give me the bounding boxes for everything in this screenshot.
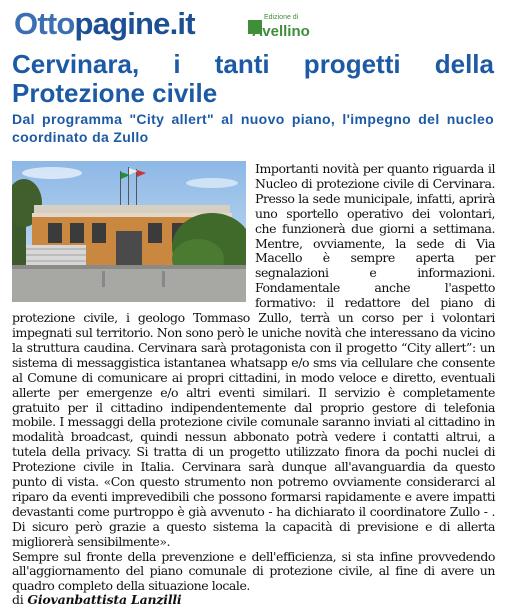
brand-logo bbox=[14, 6, 195, 42]
byline bbox=[12, 592, 181, 607]
article-paragraph: Sempre sul fronte della prevenzione e dell'efficienza, si sta infine provvedendo all'aggiornamento del piano comunale di protezione civile, al fine di avere un quadro completo della situazione locale. bbox=[12, 548, 495, 594]
edition-label: Edizione di bbox=[264, 14, 299, 21]
article-title: Cervinara, i tanti progetti della Protezione civile bbox=[12, 49, 494, 108]
article-paragraph: Importanti novità per quanto riguarda il Nucleo di protezione civile di Cervinara. Presso la sede municipale, infatti, aprirà uno sportello operativo dei volontari, che funzionerà due giorni a settimana. Mentre, ovviamente, la sede di Via Macello è sempre aperta per segnalazioni e informazioni. Fondamentale anche l'aspetto formativo: il redattore del piano di protezione civile, i geologo Tommaso Zullo, terrà un corso per i volontari impegnati sul territorio. Non sono però le uniche novità che interessano da vicino la struttura caudina. Cervinara sarà protagonista con il progetto “City allert”: un sistema di messaggistica istantanea whatsapp e/o sms via cellulare che consente al Comune di comunicare ai propri cittadini, in modo veloce e diretto, eventuali allerte per emergenze e/o altri eventi similari. Il servizio è completamente gratuito per il cittadino indipendentemente dal proprio gestore di telefonia mobile. I messaggi della protezione civile comunale saranno inviati al cittadino in modalità broadcast, quindi nessun abbonato potrà vedere i contatti altrui, a tutela della privacy. Si tratta di un progetto utilizzato finora da pochi nuclei di Protezione civile in Italia. Cervinara sarà dunque all'avanguardia da questo punto di vista. «Con questo strumento non potremo ovviamente considerarci al riparo da eventi imprevedibili che possono formarsi rapidamente e avere impatti devastanti come purtroppo è già avvenuto - ha dichiarato il coordinatore Zullo - . Di sicuro però grazie a questo sistema la capacità di previsione e di allerta migliorerà sensibilmente». bbox=[12, 161, 495, 549]
building-photo-image bbox=[12, 161, 246, 302]
byline-prefix: di bbox=[12, 592, 24, 607]
article-photo bbox=[12, 161, 246, 302]
edition-city: Avellino bbox=[252, 23, 310, 40]
byline-author: Giovanbattista Lanzilli bbox=[27, 592, 182, 607]
edition-badge bbox=[248, 12, 328, 46]
brand-logo-part1: Otto bbox=[14, 6, 75, 41]
brand-logo-part2: pagine.it bbox=[74, 6, 195, 41]
article-subtitle: Dal programma "City allert" al nuovo piano, l'impegno del nucleo coordinato da Zullo bbox=[12, 111, 494, 145]
